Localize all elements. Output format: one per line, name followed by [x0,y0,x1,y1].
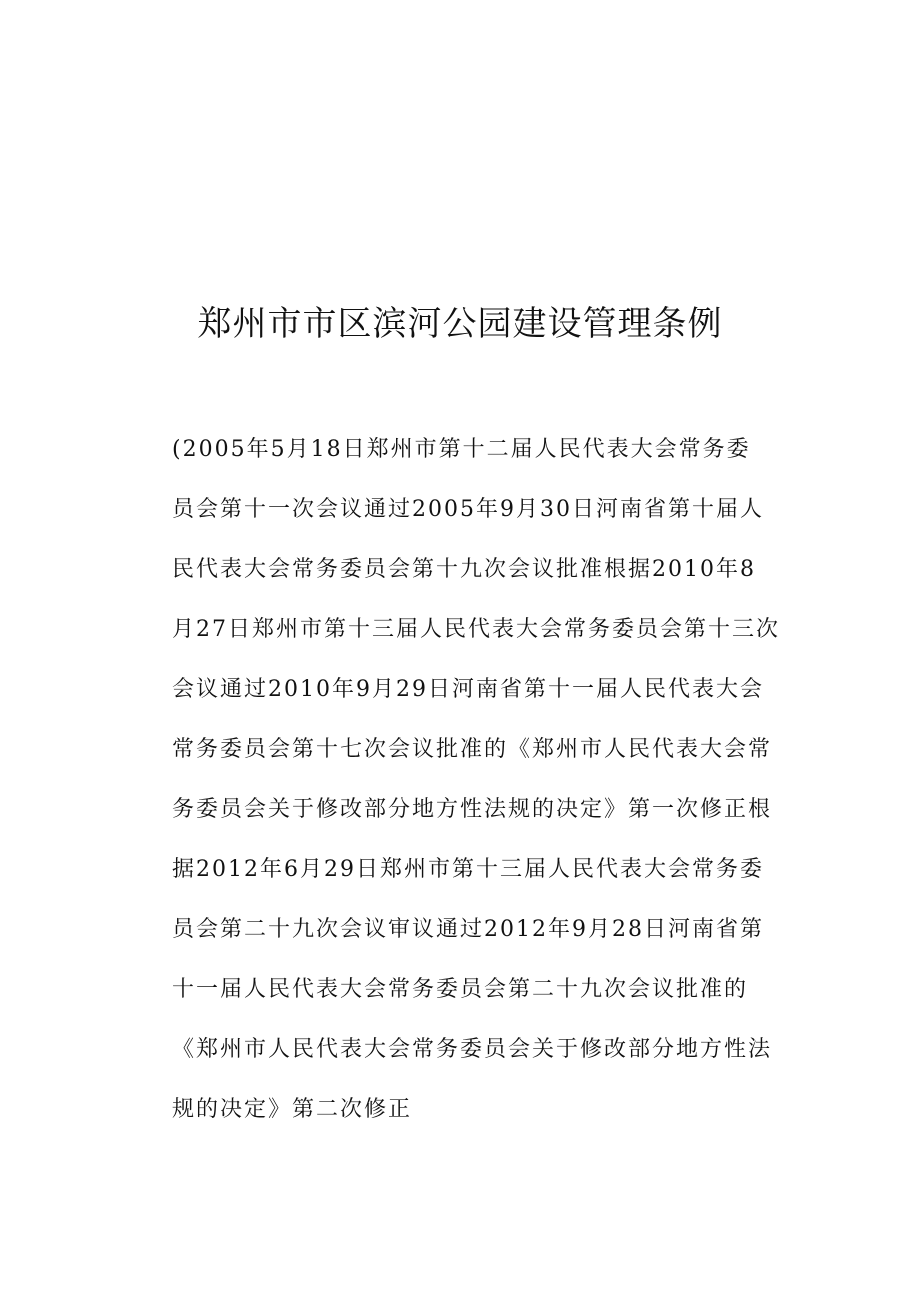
preamble-line-11: 《郑州市人民代表大会常务委员会关于修改部分地方性法 [172,1037,773,1062]
document-title: 郑州市市区滨河公园建设管理条例 [197,304,723,344]
preamble-line-6: 常务委员会第十七次会议批准的《郑州市人民代表大会常 [172,737,773,762]
legislative-history-preamble [172,420,780,1140]
preamble-line-2: 员会第十一次会议通过2005年9月30日河南省第十届人 [172,497,764,522]
preamble-line-8: 据2012年6月29日郑州市第十三届人民代表大会常务委 [172,857,764,882]
preamble-line-7: 务委员会关于修改部分地方性法规的决定》第一次修正根 [172,797,773,822]
preamble-line-10: 十一届人民代表大会常务委员会第二十九次会议批准的 [172,977,749,1002]
preamble-line-9: 员会第二十九次会议审议通过2012年9月28日河南省第 [172,917,764,942]
preamble-line-12: 规的决定》第二次修正 [172,1097,413,1122]
preamble-line-5: 会议通过2010年9月29日河南省第十一届人民代表大会 [172,677,764,702]
preamble-line-1: (2005年5月18日郑州市第十二届人民代表大会常务委 [172,437,751,462]
preamble-line-3: 民代表大会常务委员会第十九次会议批准根据2010年8 [172,557,756,582]
preamble-line-4: 月27日郑州市第十三届人民代表大会常务委员会第十三次 [172,617,780,642]
